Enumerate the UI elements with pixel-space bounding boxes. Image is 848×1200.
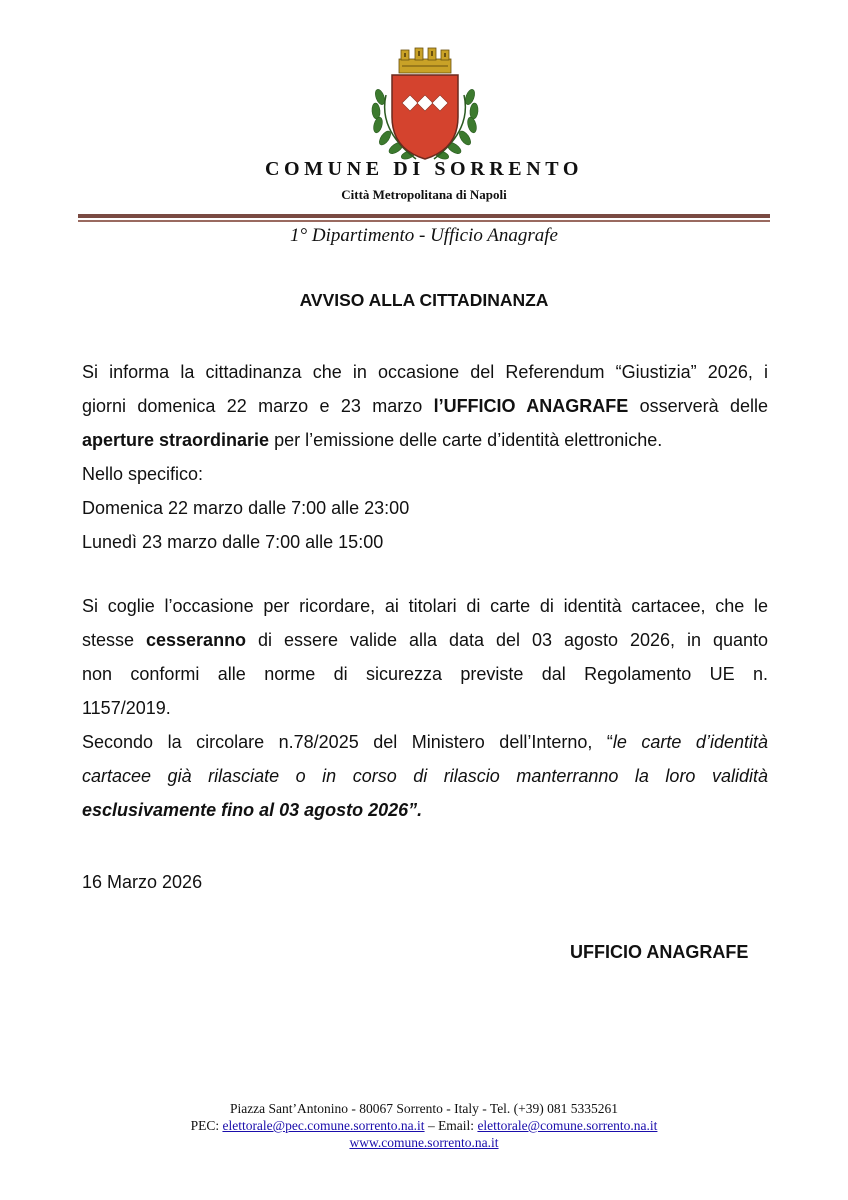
email-label: – Email: — [424, 1118, 478, 1133]
paragraph-line — [82, 793, 768, 827]
quote-italic: cartacee già rilasciate o in corso di rilascio manterranno la loro validità — [82, 766, 768, 786]
paragraph-line: 1157/2019. — [82, 698, 171, 718]
footer-website — [0, 1135, 848, 1151]
email-link[interactable]: elettorale@comune.sorrento.na.it — [477, 1118, 658, 1133]
pec-email-link[interactable]: elettorale@pec.comune.sorrento.na.it — [222, 1118, 425, 1133]
signature: UFFICIO ANAGRAFE — [570, 942, 749, 962]
text-span: osserverà delle — [628, 396, 768, 416]
text-span: per l’emissione delle carte d’identità elettroniche. — [269, 430, 663, 450]
footer-address: Piazza Sant’Antonino - 80067 Sorrento - Italy - Tel. (+39) 081 5335261 — [229, 1101, 619, 1116]
paragraph-line — [82, 759, 768, 793]
quote-bold-italic: esclusivamente fino al 03 agosto 2026”. — [82, 800, 423, 820]
pec-label: PEC: — [190, 1118, 223, 1133]
office-name-bold: l’UFFICIO ANAGRAFE — [433, 396, 629, 416]
paragraph-line: Si coglie l’occasione per ricordare, ai titolari di carte di identità cartacee, che le — [82, 596, 768, 616]
text-span: stesse — [82, 630, 146, 650]
cease-bold: cesseranno — [146, 630, 247, 650]
notice-paragraph-2 — [82, 589, 768, 827]
paragraph-line: Si informa la cittadinanza che in occasione del Referendum “Giustizia” 2026, i — [82, 362, 768, 382]
header-divider — [78, 214, 770, 218]
department-name: 1° Dipartimento - Ufficio Anagrafe — [290, 225, 558, 246]
paragraph-line — [82, 725, 768, 759]
text-span: Secondo la circolare n.78/2025 del Ministero dell’Interno, “ — [82, 732, 613, 752]
quote-italic: le carte d’identità — [612, 732, 768, 752]
extraordinary-openings-bold: aperture straordinarie — [82, 430, 270, 450]
footer-contacts — [0, 1118, 848, 1134]
municipality-name: COMUNE DI SORRENTO — [264, 158, 583, 180]
text-span: giorni domenica 22 marzo e 23 marzo — [82, 396, 434, 416]
website-link[interactable]: www.comune.sorrento.na.it — [349, 1135, 499, 1150]
notice-date: 16 Marzo 2026 — [82, 872, 203, 892]
schedule-sunday: Domenica 22 marzo dalle 7:00 alle 23:00 — [82, 498, 410, 518]
paragraph-line: non conformi alle norme di sicurezza previste dal Regolamento UE n. — [82, 664, 768, 684]
notice-paragraph-1 — [82, 355, 768, 559]
paragraph-line: Nello specifico: — [82, 464, 204, 484]
metropolitan-city: Città Metropolitana di Napoli — [341, 187, 507, 202]
notice-title: AVVISO ALLA CITTADINANZA — [299, 290, 549, 310]
paragraph-line — [82, 623, 768, 657]
paragraph-line — [82, 389, 768, 423]
header-divider-secondary — [78, 220, 770, 222]
paragraph-line — [82, 423, 768, 457]
municipal-crest-logo — [366, 45, 484, 167]
text-span: di essere valide alla data del 03 agosto 2026, in quanto — [246, 630, 768, 650]
schedule-monday: Lunedì 23 marzo dalle 7:00 alle 15:00 — [82, 532, 384, 552]
